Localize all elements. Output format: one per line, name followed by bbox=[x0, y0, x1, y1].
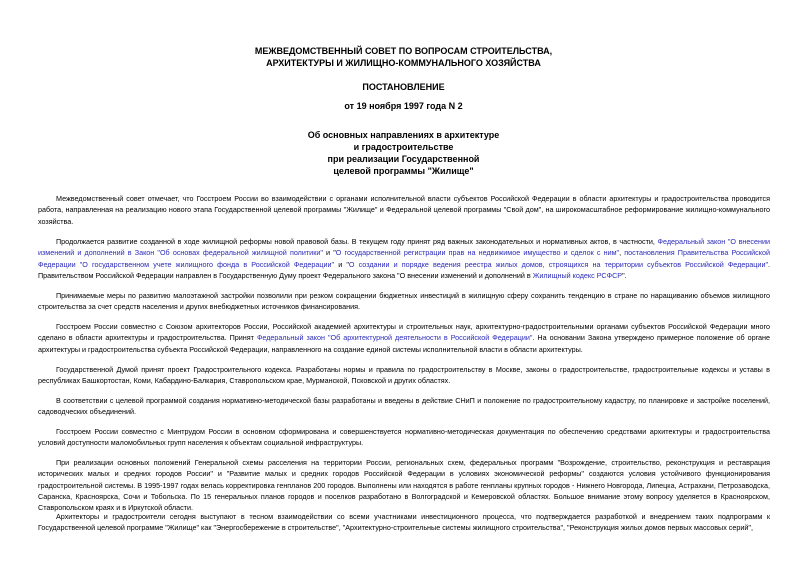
paragraph-9-text: Архитекторы и градостроители сегодня выступают в тесном взаимодействии со всеми участниками инвестиционного процесса, что подтверждается разработкой и внедрением таких подпрограмм к Государственной целевой программе "Жилище" как "Энергосбережение в строительстве", "Архитектурно-строительные системы жилищного строительства", "Реконструкция жилых домов первых массовых серий", bbox=[38, 512, 770, 533]
paragraph-2 bbox=[38, 236, 770, 281]
link-law-property-registration[interactable]: О государственной регистрации прав на недвижимое имущество и сделок с ним" bbox=[335, 248, 620, 258]
paragraph-1-text: Межведомственный совет отмечает, что Госстроем России во взаимодействии с органами исполнительной власти субъектов Российской Федерации в области архитектуры и градостроительства проводится работа, направленная на реализацию нового этапа Государственной целевой программы "Жилище" и Федеральной целевой программы "Свой дом", на широкомасштабное реформирование жилищно-коммунального хозяйства. bbox=[38, 194, 770, 226]
paragraph-4 bbox=[38, 321, 770, 355]
paragraph-2-text-1: Продолжается развитие созданной в ходе жилищной реформы новой правовой базы. В текущем году принят ряд важных законодательных и нормативных актов, в частности, bbox=[56, 237, 658, 246]
paragraph-7 bbox=[38, 426, 770, 449]
paragraph-2-text-6: ". bbox=[622, 270, 627, 280]
paragraph-2-text-3: , bbox=[619, 248, 625, 258]
paragraph-2-text-5: . Правительством Российской Федерации направлен в Государственную Думу проект Федерального закона "О внесении изменений и дополнений в bbox=[38, 259, 771, 280]
paragraph-3 bbox=[38, 290, 770, 313]
council-name-line1: МЕЖВЕДОМСТВЕННЫЙ СОВЕТ ПО ВОПРОСАМ СТРОИТЕЛЬСТВА, bbox=[254, 46, 553, 56]
document-title-line2: и градостроительстве bbox=[353, 142, 454, 152]
document-date: от 19 ноября 1997 года N 2 bbox=[344, 101, 463, 111]
paragraph-2-text-4: и " bbox=[334, 259, 349, 269]
paragraph-4-text-1: Госстроем России совместно с Союзом архитекторов России, Российской академией архитектуры и строительных наук, архитектурно-градостроительными органами субъектов Российской Федерации много сделано в области архитектуры и градостроительства. Принят bbox=[38, 322, 770, 343]
paragraph-5-text: Государственной Думой принят проект Градостроительного кодекса. Разработаны нормы и правила по градостроительству в Москве, законы о градостроительстве, градостроительные кодексы и уставы в республиках Башкортостан, Коми, Кабардино-Балкария, Ставропольском крае, Мурманской, Псковской и других областях. bbox=[38, 365, 770, 386]
paragraph-8 bbox=[38, 457, 770, 513]
link-federal-law-housing-policy[interactable]: Федеральный закон "О внесении изменений и дополнений в Закон "Об основах федеральной жилищной политики" bbox=[38, 237, 770, 258]
paragraph-2-text-2: и " bbox=[322, 248, 336, 258]
link-government-decree-housing-stock[interactable]: постановления Правительства Российской Федерации "О государственном учете жилищного фонда в Российской Федерации" bbox=[38, 248, 770, 269]
council-name-line2: АРХИТЕКТУРЫ И ЖИЛИЩНО-КОММУНАЛЬНОГО ХОЗЯЙСТВА bbox=[266, 58, 541, 68]
document-title-line3: при реализации Государственной bbox=[327, 154, 480, 164]
paragraph-8-text: При реализации основных положений Генеральной схемы расселения на территории России, региональных схем, федеральных программ "Возрождение, строительство, реконструкция и реставрация исторических малых и средних городов России" и "Развитие малых и средних городов Российской Федерации в условиях экономической реформы" создаются условия устойчивого функционирования градостроительной системы. В 1995-1997 годах велась корректировка генпланов 200 городов. Выполнены или находятся в работе генпланы крупных городов - Нижнего Новгорода, Липецка, Астрахани, Петрозаводска, Саранска, Красноярска, Сочи и Тобольска. По 15 генеральных планов городов и поселков разработано в Волгоградской и Кемеровской областях. Большое внимание этому вопросу уделяется в Красноярском, Ставропольском краях и в Иркутской области. bbox=[38, 458, 770, 513]
paragraph-5 bbox=[38, 364, 770, 387]
paragraph-7-text: Госстроем России совместно с Минтрудом России в основном сформирована и совершенствуется нормативно-методическая документация по обеспечению средствами архитектуры и градостроительства условий доступности маломобильных групп населения к объектам социальной инфраструктуры. bbox=[38, 427, 770, 448]
document-title-line4: целевой программы "Жилище" bbox=[333, 166, 474, 176]
paragraph-4-text-2: . На основании Закона утверждено примерное положение об органе архитектуры и градостроительства субъекта Российской Федерации, направленного на создание единой системы исполнительной власти в области архитектуры. bbox=[38, 333, 770, 354]
link-decree-housing-registry[interactable]: О создании и порядке ведения реестра жилых домов, строящихся на территории субъектов Российской Федерации" bbox=[348, 259, 769, 269]
paragraph-6 bbox=[38, 395, 770, 418]
document-type: ПОСТАНОВЛЕНИЕ bbox=[362, 82, 445, 92]
paragraph-3-text: Принимаемые меры по развитию малоэтажной застройки позволили при резком сокращении бюджетных инвестиций в жилищную сферу сохранить тенденцию в стране по наращиванию объемов жилищного строительства за счет средств населения и других внебюджетных источников финансирования. bbox=[38, 291, 770, 312]
link-housing-code[interactable]: Жилищный кодекс РСФСР bbox=[532, 270, 623, 280]
paragraph-9 bbox=[38, 511, 770, 534]
paragraph-1 bbox=[38, 193, 770, 227]
paragraph-6-text: В соответствии с целевой программой создания нормативно-методической базы разработаны и введены в действие СНиП и положение по градостроительному кадастру, по планировке и застройке поселений, садоводческих объединений. bbox=[38, 396, 770, 417]
document-title-line1: Об основных направлениях в архитектуре bbox=[307, 130, 500, 140]
link-architectural-activity-law[interactable]: Федеральный закон "Об архитектурной деятельности в Российской Федерации" bbox=[256, 333, 533, 343]
